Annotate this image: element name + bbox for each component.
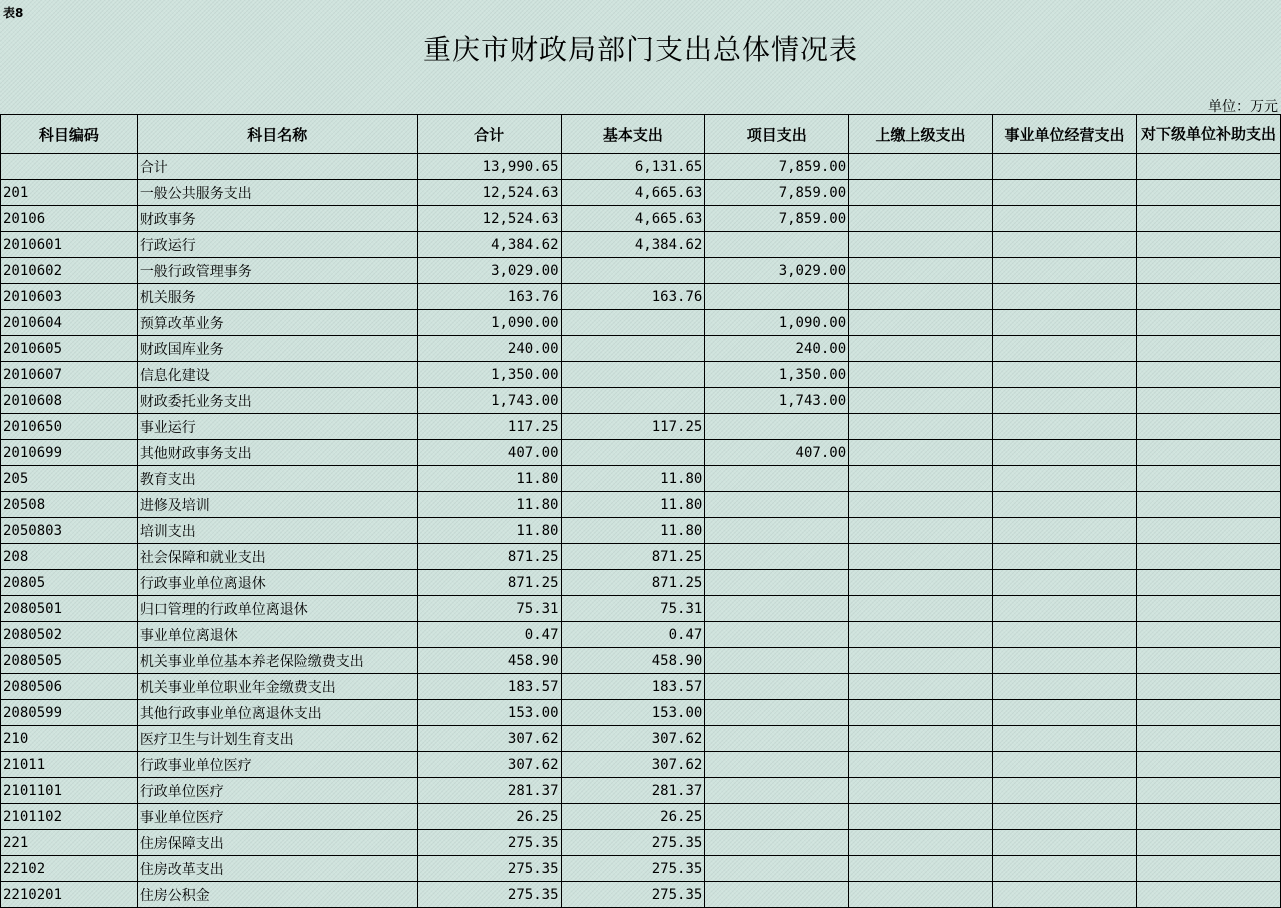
business-cell xyxy=(993,570,1137,596)
basic-cell xyxy=(561,310,705,336)
business-cell xyxy=(993,336,1137,362)
total-cell: 240.00 xyxy=(417,336,561,362)
subsidy-cell xyxy=(1136,622,1280,648)
table-row xyxy=(1,804,1281,830)
header-name: 科目名称 xyxy=(137,115,417,154)
total-cell: 117.25 xyxy=(417,414,561,440)
code-cell: 2010601 xyxy=(1,232,138,258)
name-cell: 教育支出 xyxy=(137,466,417,492)
code-cell: 22102 xyxy=(1,856,138,882)
business-cell xyxy=(993,466,1137,492)
basic-cell xyxy=(561,388,705,414)
project-cell: 1,350.00 xyxy=(705,362,849,388)
name-cell: 机关事业单位职业年金缴费支出 xyxy=(137,674,417,700)
project-cell: 1,743.00 xyxy=(705,388,849,414)
upper-cell xyxy=(849,856,993,882)
project-cell: 407.00 xyxy=(705,440,849,466)
name-cell: 行政单位医疗 xyxy=(137,778,417,804)
name-cell: 信息化建设 xyxy=(137,362,417,388)
upper-cell xyxy=(849,674,993,700)
code-cell: 221 xyxy=(1,830,138,856)
total-cell: 183.57 xyxy=(417,674,561,700)
total-cell: 3,029.00 xyxy=(417,258,561,284)
table-row xyxy=(1,778,1281,804)
business-cell xyxy=(993,596,1137,622)
table-row xyxy=(1,726,1281,752)
table-row xyxy=(1,518,1281,544)
project-cell xyxy=(705,518,849,544)
subsidy-cell xyxy=(1136,232,1280,258)
page-title: 重庆市财政局部门支出总体情况表 xyxy=(422,33,858,66)
code-cell: 2010650 xyxy=(1,414,138,440)
total-cell: 1,090.00 xyxy=(417,310,561,336)
upper-cell xyxy=(849,388,993,414)
basic-cell: 4,665.63 xyxy=(561,206,705,232)
header-upper: 上缴上级支出 xyxy=(849,115,993,154)
upper-cell xyxy=(849,232,993,258)
business-cell xyxy=(993,518,1137,544)
subsidy-cell xyxy=(1136,648,1280,674)
name-cell: 住房保障支出 xyxy=(137,830,417,856)
table-row xyxy=(1,440,1281,466)
project-cell xyxy=(705,570,849,596)
upper-cell xyxy=(849,830,993,856)
project-cell: 7,859.00 xyxy=(705,206,849,232)
subsidy-cell xyxy=(1136,180,1280,206)
total-cell: 11.80 xyxy=(417,518,561,544)
upper-cell xyxy=(849,544,993,570)
upper-cell xyxy=(849,206,993,232)
name-cell: 机关服务 xyxy=(137,284,417,310)
table-row xyxy=(1,752,1281,778)
subsidy-cell xyxy=(1136,700,1280,726)
code-cell: 2101101 xyxy=(1,778,138,804)
subsidy-cell xyxy=(1136,414,1280,440)
total-cell: 458.90 xyxy=(417,648,561,674)
header-subsidy: 对下级单位补助支出 xyxy=(1136,115,1280,154)
subsidy-cell xyxy=(1136,596,1280,622)
upper-cell xyxy=(849,804,993,830)
project-cell xyxy=(705,284,849,310)
project-cell xyxy=(705,544,849,570)
code-cell: 21011 xyxy=(1,752,138,778)
code-cell: 20106 xyxy=(1,206,138,232)
subsidy-cell xyxy=(1136,752,1280,778)
code-cell: 20805 xyxy=(1,570,138,596)
upper-cell xyxy=(849,180,993,206)
subsidy-cell xyxy=(1136,440,1280,466)
total-cell: 12,524.63 xyxy=(417,206,561,232)
name-cell: 其他行政事业单位离退休支出 xyxy=(137,700,417,726)
code-cell: 2101102 xyxy=(1,804,138,830)
header-code: 科目编码 xyxy=(1,115,138,154)
name-cell: 行政事业单位医疗 xyxy=(137,752,417,778)
expenditure-table xyxy=(0,114,1281,908)
name-cell: 培训支出 xyxy=(137,518,417,544)
business-cell xyxy=(993,726,1137,752)
total-cell: 275.35 xyxy=(417,830,561,856)
code-cell: 210 xyxy=(1,726,138,752)
subsidy-cell xyxy=(1136,778,1280,804)
name-cell: 住房公积金 xyxy=(137,882,417,908)
business-cell xyxy=(993,492,1137,518)
basic-cell: 4,665.63 xyxy=(561,180,705,206)
upper-cell xyxy=(849,492,993,518)
total-cell: 1,350.00 xyxy=(417,362,561,388)
subsidy-cell xyxy=(1136,544,1280,570)
table-row xyxy=(1,154,1281,180)
project-cell xyxy=(705,700,849,726)
total-cell: 1,743.00 xyxy=(417,388,561,414)
business-cell xyxy=(993,830,1137,856)
business-cell xyxy=(993,544,1137,570)
basic-cell: 11.80 xyxy=(561,518,705,544)
code-cell: 2050803 xyxy=(1,518,138,544)
name-cell: 进修及培训 xyxy=(137,492,417,518)
table-row xyxy=(1,232,1281,258)
basic-cell: 4,384.62 xyxy=(561,232,705,258)
code-cell: 2010604 xyxy=(1,310,138,336)
subsidy-cell xyxy=(1136,518,1280,544)
header-project: 项目支出 xyxy=(705,115,849,154)
code-cell: 2010699 xyxy=(1,440,138,466)
business-cell xyxy=(993,284,1137,310)
table-row xyxy=(1,206,1281,232)
name-cell: 医疗卫生与计划生育支出 xyxy=(137,726,417,752)
project-cell xyxy=(705,882,849,908)
total-cell: 307.62 xyxy=(417,726,561,752)
code-cell: 201 xyxy=(1,180,138,206)
total-cell: 281.37 xyxy=(417,778,561,804)
basic-cell: 11.80 xyxy=(561,492,705,518)
table-row xyxy=(1,700,1281,726)
table-row xyxy=(1,856,1281,882)
upper-cell xyxy=(849,310,993,336)
table-row xyxy=(1,830,1281,856)
header-basic: 基本支出 xyxy=(561,115,705,154)
name-cell: 行政事业单位离退休 xyxy=(137,570,417,596)
upper-cell xyxy=(849,726,993,752)
name-cell: 合计 xyxy=(137,154,417,180)
table-row xyxy=(1,882,1281,908)
subsidy-cell xyxy=(1136,310,1280,336)
total-cell: 13,990.65 xyxy=(417,154,561,180)
project-cell xyxy=(705,622,849,648)
code-cell: 2010605 xyxy=(1,336,138,362)
code-cell: 20508 xyxy=(1,492,138,518)
basic-cell: 281.37 xyxy=(561,778,705,804)
code-cell: 2010603 xyxy=(1,284,138,310)
project-cell xyxy=(705,856,849,882)
business-cell xyxy=(993,648,1137,674)
project-cell xyxy=(705,752,849,778)
code-cell: 2080506 xyxy=(1,674,138,700)
basic-cell: 183.57 xyxy=(561,674,705,700)
table-row xyxy=(1,596,1281,622)
total-cell: 871.25 xyxy=(417,544,561,570)
total-cell: 275.35 xyxy=(417,882,561,908)
total-cell: 275.35 xyxy=(417,856,561,882)
table-number: 表8 xyxy=(3,6,24,20)
basic-cell: 117.25 xyxy=(561,414,705,440)
upper-cell xyxy=(849,570,993,596)
business-cell xyxy=(993,388,1137,414)
code-cell: 205 xyxy=(1,466,138,492)
business-cell xyxy=(993,674,1137,700)
basic-cell: 275.35 xyxy=(561,856,705,882)
total-cell: 163.76 xyxy=(417,284,561,310)
subsidy-cell xyxy=(1136,726,1280,752)
project-cell xyxy=(705,466,849,492)
table-row xyxy=(1,622,1281,648)
project-cell xyxy=(705,674,849,700)
name-cell: 一般行政管理事务 xyxy=(137,258,417,284)
subsidy-cell xyxy=(1136,830,1280,856)
total-cell: 407.00 xyxy=(417,440,561,466)
table-row xyxy=(1,414,1281,440)
total-cell: 153.00 xyxy=(417,700,561,726)
project-cell: 3,029.00 xyxy=(705,258,849,284)
table-row xyxy=(1,284,1281,310)
business-cell xyxy=(993,414,1137,440)
total-cell: 0.47 xyxy=(417,622,561,648)
basic-cell xyxy=(561,258,705,284)
table-row xyxy=(1,570,1281,596)
upper-cell xyxy=(849,466,993,492)
upper-cell xyxy=(849,778,993,804)
table-row xyxy=(1,648,1281,674)
code-cell: 2210201 xyxy=(1,882,138,908)
name-cell: 行政运行 xyxy=(137,232,417,258)
subsidy-cell xyxy=(1136,674,1280,700)
project-cell xyxy=(705,830,849,856)
subsidy-cell xyxy=(1136,882,1280,908)
table-row xyxy=(1,466,1281,492)
business-cell xyxy=(993,440,1137,466)
code-cell: 2080599 xyxy=(1,700,138,726)
unit-label: 单位：万元 xyxy=(1208,99,1278,115)
subsidy-cell xyxy=(1136,804,1280,830)
basic-cell xyxy=(561,440,705,466)
total-cell: 871.25 xyxy=(417,570,561,596)
project-cell xyxy=(705,596,849,622)
name-cell: 一般公共服务支出 xyxy=(137,180,417,206)
business-cell xyxy=(993,622,1137,648)
table-row xyxy=(1,674,1281,700)
upper-cell xyxy=(849,414,993,440)
table-row xyxy=(1,362,1281,388)
project-cell xyxy=(705,492,849,518)
name-cell: 住房改革支出 xyxy=(137,856,417,882)
basic-cell: 75.31 xyxy=(561,596,705,622)
table-row xyxy=(1,544,1281,570)
basic-cell: 6,131.65 xyxy=(561,154,705,180)
upper-cell xyxy=(849,284,993,310)
business-cell xyxy=(993,752,1137,778)
code-cell: 2080505 xyxy=(1,648,138,674)
table-row xyxy=(1,388,1281,414)
total-cell: 11.80 xyxy=(417,466,561,492)
basic-cell: 871.25 xyxy=(561,544,705,570)
basic-cell: 275.35 xyxy=(561,830,705,856)
upper-cell xyxy=(849,882,993,908)
name-cell: 社会保障和就业支出 xyxy=(137,544,417,570)
table-row xyxy=(1,336,1281,362)
name-cell: 预算改革业务 xyxy=(137,310,417,336)
name-cell: 机关事业单位基本养老保险缴费支出 xyxy=(137,648,417,674)
subsidy-cell xyxy=(1136,258,1280,284)
subsidy-cell xyxy=(1136,362,1280,388)
upper-cell xyxy=(849,336,993,362)
basic-cell: 11.80 xyxy=(561,466,705,492)
code-cell: 2010602 xyxy=(1,258,138,284)
total-cell: 4,384.62 xyxy=(417,232,561,258)
business-cell xyxy=(993,856,1137,882)
project-cell xyxy=(705,778,849,804)
basic-cell xyxy=(561,362,705,388)
upper-cell xyxy=(849,362,993,388)
code-cell: 2080501 xyxy=(1,596,138,622)
total-cell: 26.25 xyxy=(417,804,561,830)
subsidy-cell xyxy=(1136,388,1280,414)
code-cell xyxy=(1,154,138,180)
basic-cell: 0.47 xyxy=(561,622,705,648)
business-cell xyxy=(993,882,1137,908)
project-cell: 240.00 xyxy=(705,336,849,362)
business-cell xyxy=(993,310,1137,336)
subsidy-cell xyxy=(1136,336,1280,362)
basic-cell: 307.62 xyxy=(561,726,705,752)
name-cell: 事业单位医疗 xyxy=(137,804,417,830)
basic-cell: 307.62 xyxy=(561,752,705,778)
business-cell xyxy=(993,154,1137,180)
header-total: 合计 xyxy=(417,115,561,154)
table-row xyxy=(1,180,1281,206)
subsidy-cell xyxy=(1136,466,1280,492)
subsidy-cell xyxy=(1136,570,1280,596)
subsidy-cell xyxy=(1136,206,1280,232)
name-cell: 其他财政事务支出 xyxy=(137,440,417,466)
total-cell: 75.31 xyxy=(417,596,561,622)
upper-cell xyxy=(849,518,993,544)
project-cell: 7,859.00 xyxy=(705,154,849,180)
business-cell xyxy=(993,700,1137,726)
project-cell: 7,859.00 xyxy=(705,180,849,206)
basic-cell: 153.00 xyxy=(561,700,705,726)
code-cell: 2010608 xyxy=(1,388,138,414)
upper-cell xyxy=(849,440,993,466)
business-cell xyxy=(993,206,1137,232)
total-cell: 12,524.63 xyxy=(417,180,561,206)
header-row xyxy=(1,115,1281,154)
subsidy-cell xyxy=(1136,284,1280,310)
subsidy-cell xyxy=(1136,154,1280,180)
name-cell: 归口管理的行政单位离退休 xyxy=(137,596,417,622)
project-cell xyxy=(705,648,849,674)
business-cell xyxy=(993,778,1137,804)
basic-cell: 871.25 xyxy=(561,570,705,596)
table-row xyxy=(1,492,1281,518)
business-cell xyxy=(993,804,1137,830)
name-cell: 财政委托业务支出 xyxy=(137,388,417,414)
basic-cell: 275.35 xyxy=(561,882,705,908)
basic-cell xyxy=(561,336,705,362)
upper-cell xyxy=(849,752,993,778)
project-cell: 1,090.00 xyxy=(705,310,849,336)
upper-cell xyxy=(849,258,993,284)
name-cell: 事业单位离退休 xyxy=(137,622,417,648)
code-cell: 208 xyxy=(1,544,138,570)
name-cell: 财政事务 xyxy=(137,206,417,232)
basic-cell: 458.90 xyxy=(561,648,705,674)
subsidy-cell xyxy=(1136,492,1280,518)
business-cell xyxy=(993,258,1137,284)
upper-cell xyxy=(849,596,993,622)
code-cell: 2080502 xyxy=(1,622,138,648)
table-row xyxy=(1,258,1281,284)
total-cell: 11.80 xyxy=(417,492,561,518)
upper-cell xyxy=(849,700,993,726)
project-cell xyxy=(705,726,849,752)
name-cell: 财政国库业务 xyxy=(137,336,417,362)
upper-cell xyxy=(849,622,993,648)
upper-cell xyxy=(849,648,993,674)
business-cell xyxy=(993,232,1137,258)
project-cell xyxy=(705,232,849,258)
basic-cell: 163.76 xyxy=(561,284,705,310)
table-row xyxy=(1,310,1281,336)
project-cell xyxy=(705,804,849,830)
subsidy-cell xyxy=(1136,856,1280,882)
business-cell xyxy=(993,180,1137,206)
total-cell: 307.62 xyxy=(417,752,561,778)
header-business: 事业单位经营支出 xyxy=(993,115,1137,154)
project-cell xyxy=(705,414,849,440)
business-cell xyxy=(993,362,1137,388)
basic-cell: 26.25 xyxy=(561,804,705,830)
upper-cell xyxy=(849,154,993,180)
name-cell: 事业运行 xyxy=(137,414,417,440)
code-cell: 2010607 xyxy=(1,362,138,388)
